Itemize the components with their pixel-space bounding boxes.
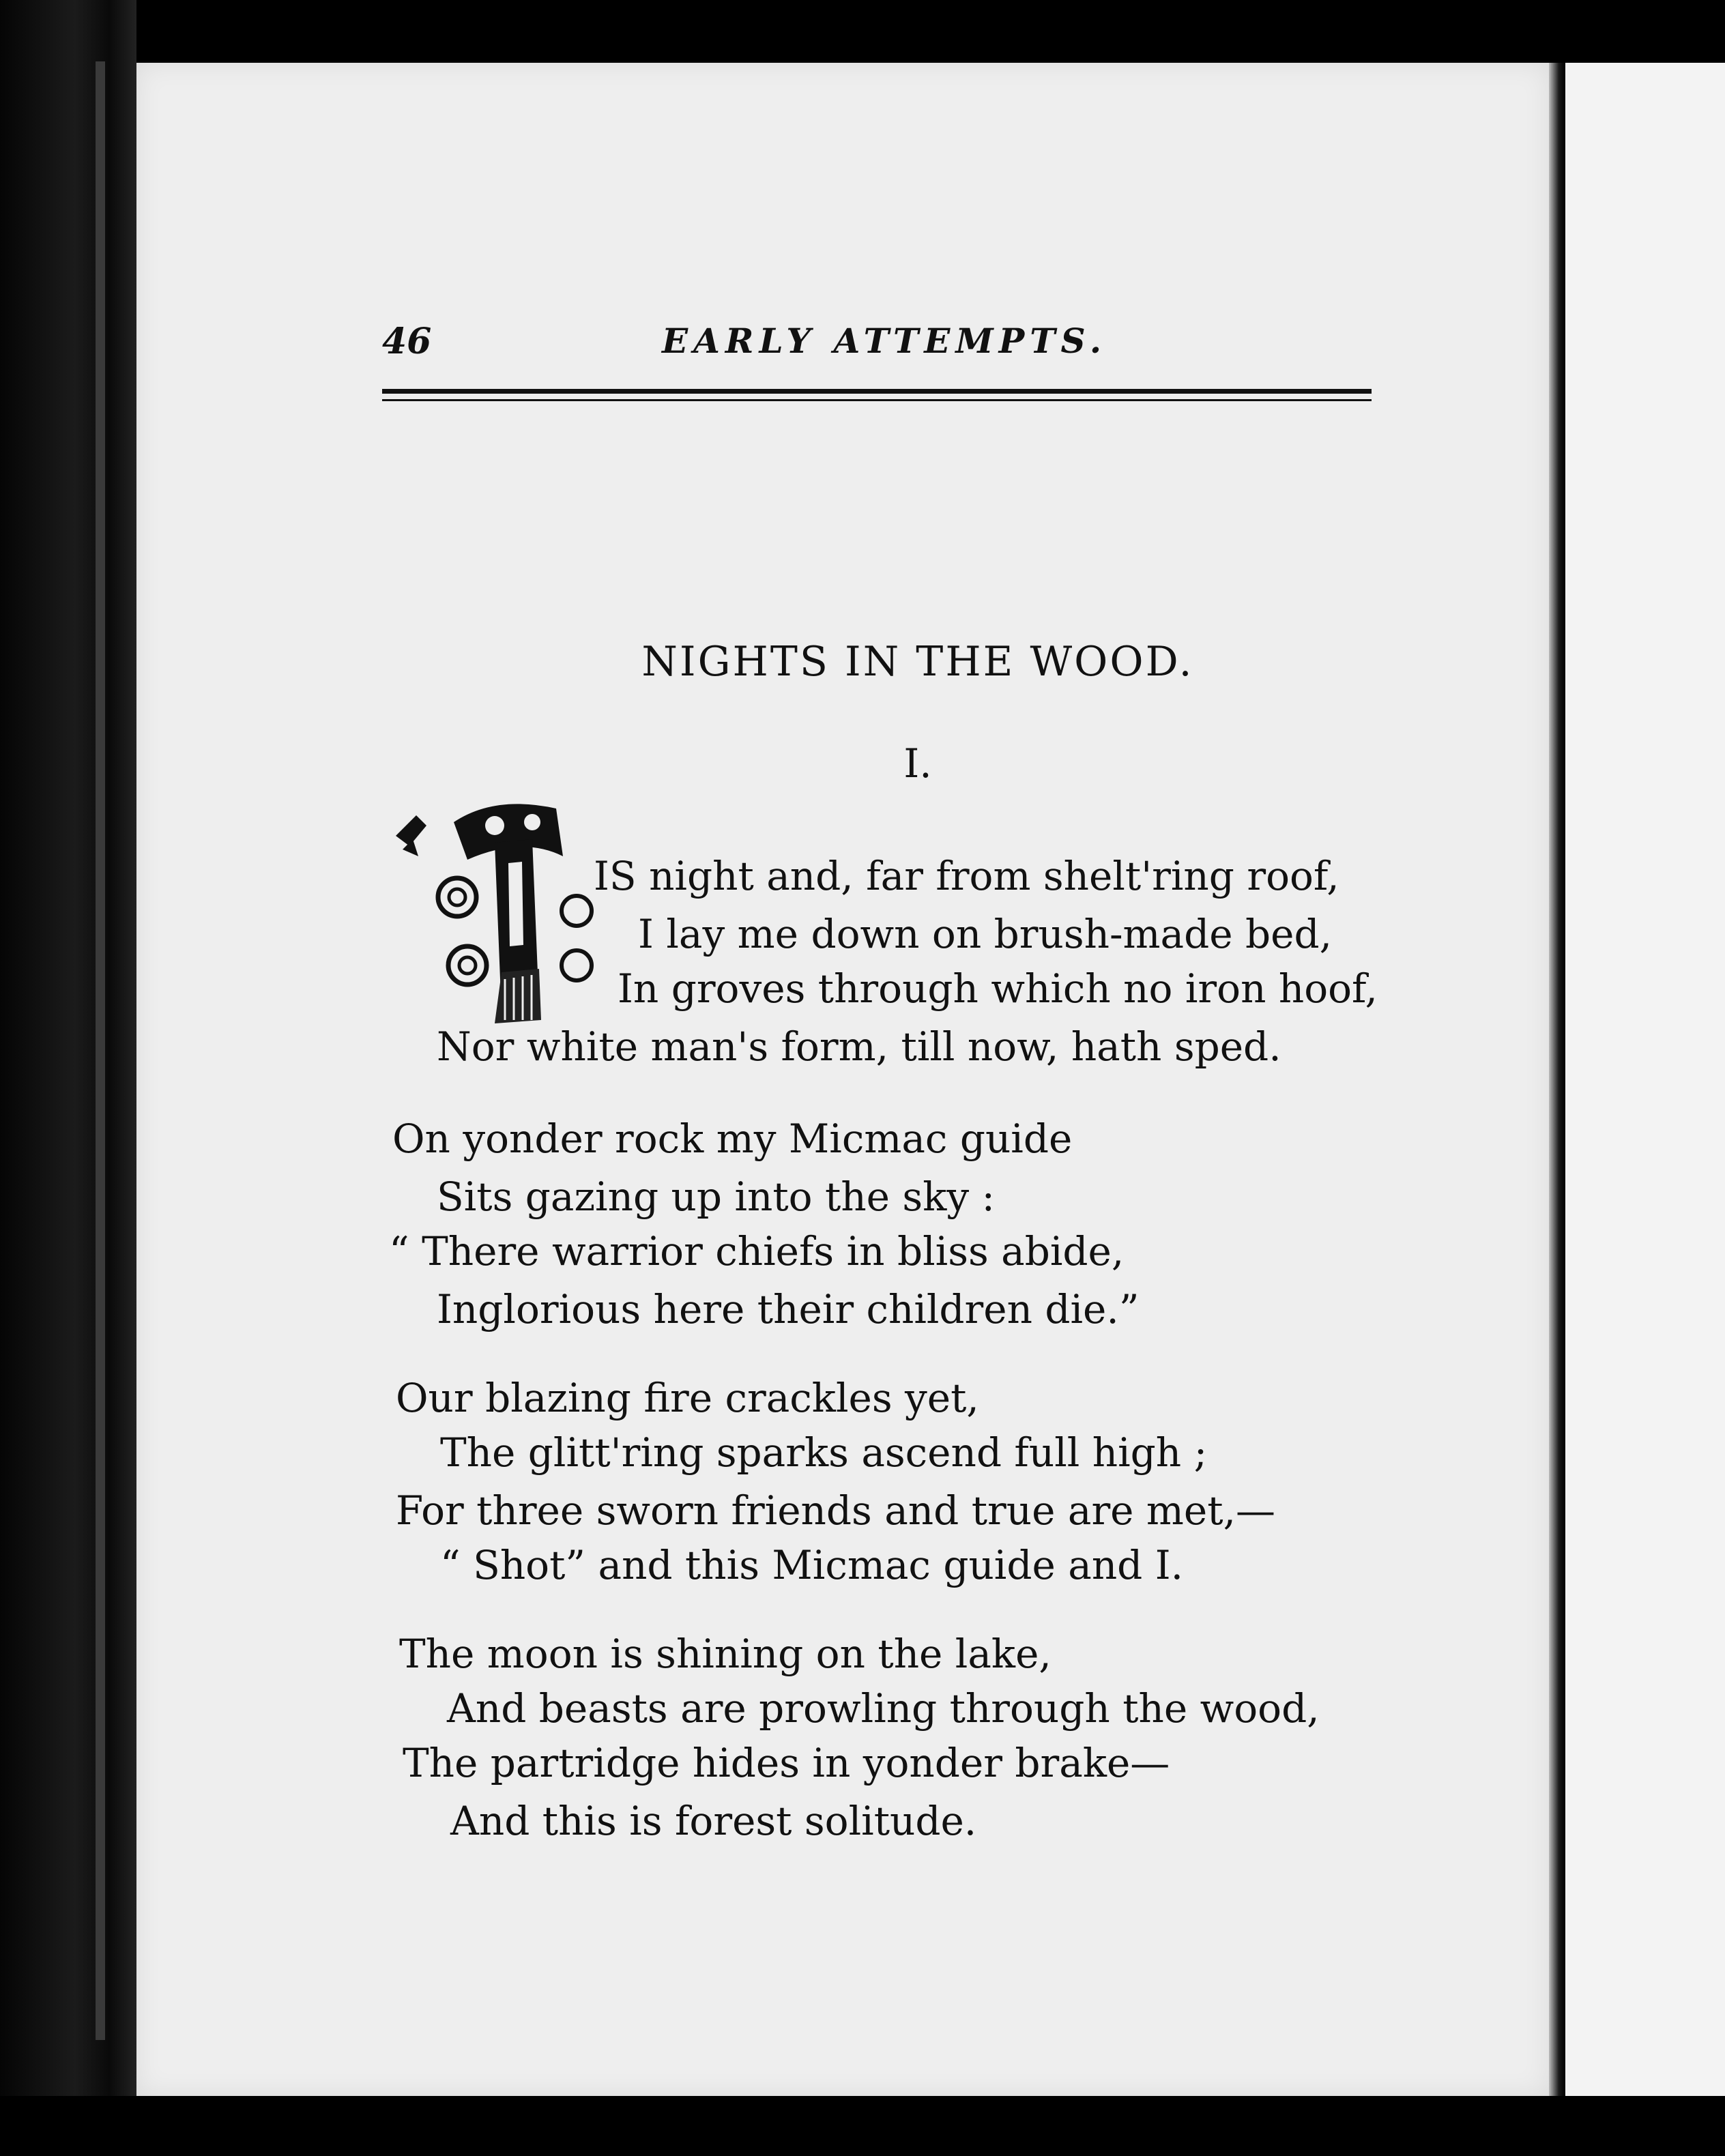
poem-line: And beasts are prowling through the wood,: [447, 1685, 1320, 1732]
running-header: [382, 321, 1372, 375]
poem-line: And this is forest solitude.: [450, 1798, 977, 1844]
poem-line: Sits gazing up into the sky :: [437, 1174, 996, 1220]
header-rule-thin: [382, 399, 1372, 401]
poem-line: The moon is shining on the lake,: [399, 1631, 1052, 1677]
poem-title: NIGHTS IN THE WOOD.: [641, 638, 1194, 686]
page-gutter: [1549, 63, 1565, 2096]
adjacent-page-edge: [1565, 63, 1725, 2096]
page-number: 46: [382, 321, 432, 362]
ornamental-drop-cap: [392, 795, 597, 1027]
poem-line: “ There warrior chiefs in bliss abide,: [389, 1228, 1125, 1274]
poem-line: For three sworn friends and true are met,—: [396, 1487, 1275, 1534]
scan-bottom-edge: [0, 2096, 1725, 2156]
poem-line: I lay me down on brush-made bed,: [638, 911, 1333, 957]
poem-line: “ Shot” and this Micmac guide and I.: [440, 1542, 1184, 1588]
poem-line: Nor white man's form, till now, hath sped.: [437, 1023, 1281, 1070]
poem-line: The partridge hides in yonder brake—: [403, 1740, 1170, 1786]
header-rule-thick: [382, 389, 1372, 394]
poem-line: IS night and, far from shelt'ring roof,: [594, 853, 1339, 899]
scan-top-edge: [0, 0, 1725, 63]
poem-line: The glitt'ring sparks ascend full high ;: [440, 1429, 1208, 1476]
running-title: EARLY ATTEMPTS.: [662, 321, 1107, 361]
poem-line: In groves through which no iron hoof,: [618, 965, 1378, 1012]
poem-line: Inglorious here their children die.”: [437, 1286, 1140, 1332]
book-spine-stripe: [96, 61, 105, 2040]
poem-line: Our blazing fire crackles yet,: [396, 1375, 979, 1421]
poem-line: On yonder rock my Micmac guide: [392, 1116, 1073, 1162]
scan-left-edge: [0, 0, 136, 2156]
drop-cap-ornament-icon: [392, 795, 597, 1027]
section-number: I.: [903, 740, 932, 787]
